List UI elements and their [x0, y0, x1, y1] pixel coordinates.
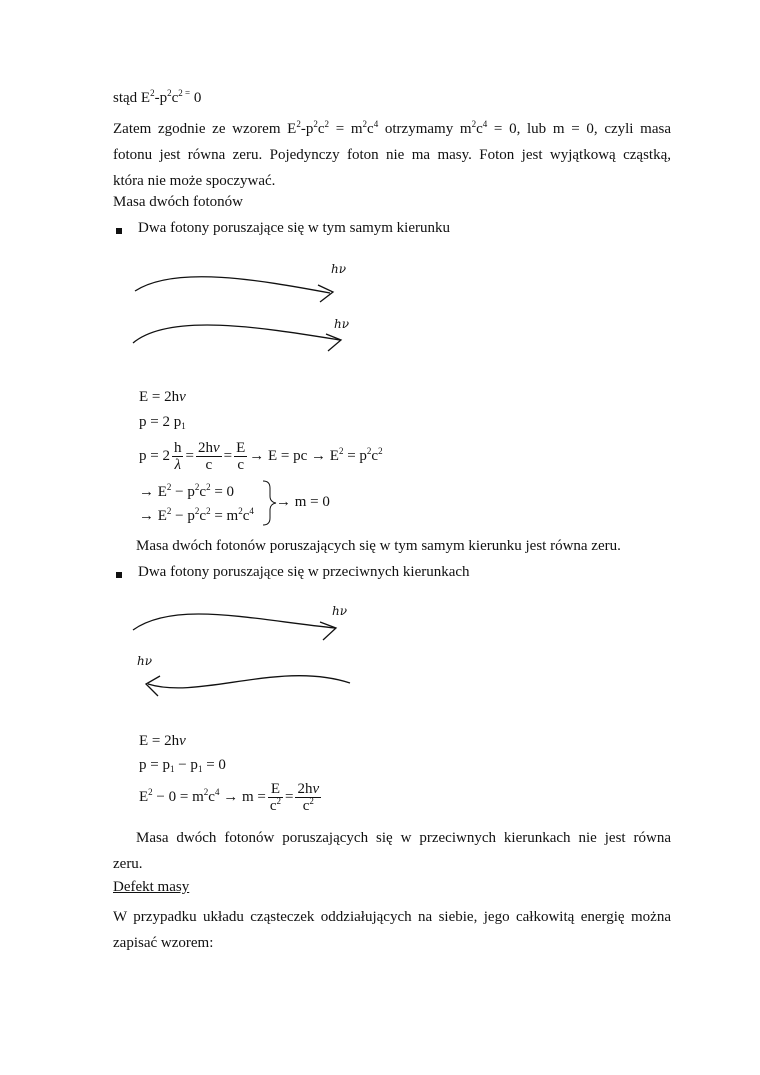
paragraph-line: zapisać wzorem:: [113, 935, 214, 951]
formula-line-stad: stąd $E^2-p^2c^{2 =}$ 0: [113, 88, 202, 106]
conclusion-opposite-direction: [113, 825, 671, 877]
bullet-same-direction: Dwa fotony poruszające się w tym samym kierunku: [138, 220, 451, 236]
fraction: $\frac{E}{c^2}$: [269, 781, 281, 814]
equation-energy: E = 2hν: [139, 389, 186, 405]
equation-mass-nonzero: $E^2 - 0 = m^2c^4 \to m$ = $\frac{E}{c^2}$ = $\frac{2h\nu}{c^2}$: [139, 781, 320, 814]
heading-two-photons: Masa dwóch fotonów: [113, 194, 243, 210]
paragraph-line: fotonu jest równa zeru. Pojedynczy foton nie ma masy. Foton jest wyjątkową cząstką,: [113, 147, 671, 163]
equation-system-line2: → $E^2 - p^2c^2 = m^2c^4$: [139, 506, 254, 524]
paragraph-line: która nie może spoczywać.: [113, 173, 276, 189]
fraction: $\frac{2h\nu}{c}$: [197, 440, 220, 473]
paragraph-line: Masa dwóch fotonów poruszających się w przeciwnych kierunkach nie jest równa: [136, 830, 671, 846]
equation-mass-zero: → m = 0: [276, 494, 330, 510]
photon-label: hν: [137, 654, 153, 668]
equation-momentum-fraction: p = 2 $\frac{h}{\lambda}$ = $\frac{2h\nu}{c}$ = $\frac{E}{c}$ → E = pc → $E^2 = p^2c^2$: [139, 440, 383, 473]
fraction: $\frac{h}{\lambda}$: [173, 440, 182, 473]
heading-mass-defect: Defekt masy: [113, 879, 190, 895]
equation-energy-2: E = 2hν: [139, 733, 186, 749]
photon-label: hν: [334, 317, 350, 331]
fraction: $\frac{2h\nu}{c^2}$: [297, 781, 320, 814]
paragraph-line: W przypadku układu cząsteczek oddziałujących na siebie, jego całkowitą energię można: [113, 909, 671, 925]
equation-momentum-2: $p = p_1 - p_1 = 0$: [139, 757, 226, 774]
bullet-marker: [116, 572, 122, 578]
paragraph-line: Zatem zgodnie ze wzorem $E^2-p^2c^2 = m^2c^4$ otrzymamy $m^2c^4 = 0$, lub m = 0, czyli masa: [113, 119, 671, 137]
conclusion-same-direction: Masa dwóch fotonów poruszających się w tym samym kierunku jest równa zeru.: [136, 538, 621, 554]
equation-system-line1: → $E^2 - p^2c^2 = 0$: [139, 482, 235, 500]
paragraph-line: zeru.: [113, 856, 143, 872]
photon-label: hν: [331, 262, 347, 276]
photon-label: hν: [332, 604, 348, 618]
paragraph-mass-defect: [113, 904, 671, 956]
equation-momentum: p = 2 $p_1$: [139, 414, 186, 431]
bullet-opposite-direction: Dwa fotony poruszające się w przeciwnych kierunkach: [138, 564, 470, 580]
fraction: $\frac{E}{c}$: [236, 440, 246, 473]
